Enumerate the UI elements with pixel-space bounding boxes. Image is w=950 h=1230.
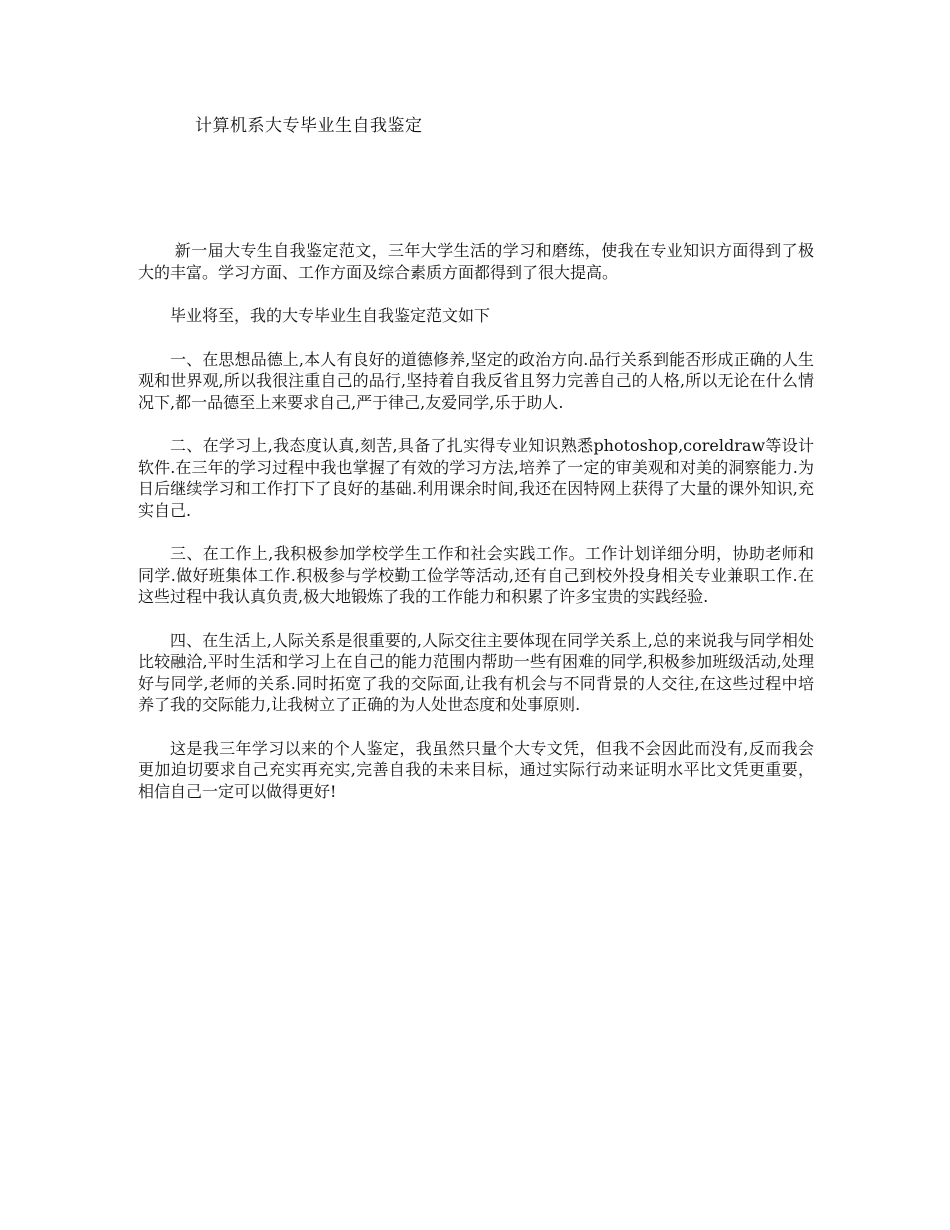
paragraph-study: 二、在学习上,我态度认真,刻苦,具备了扎实得专业知识熟悉photoshop,coreldraw等设计软件.在三年的学习过程中我也掌握了有效的学习方法,培养了一定的审美观和对美的洞察能力.为日后继续学习和工作打下了良好的基础.利用课余时间,我还在因特网上获得了大量的课外知识,充实自己. [138,436,814,520]
paragraph-morality: 一、在思想品德上,本人有良好的道德修养,坚定的政治方向.品行关系到能否形成正确的人生观和世界观,所以我很注重自己的品行,坚持着自我反省且努力完善自己的人格,所以无论在什么情况下,都一品德至上来要求自己,严于律己,友爱同学,乐于助人. [138,349,814,412]
paragraph-intro: 新一届大专生自我鉴定范文，三年大学生活的学习和磨练，使我在专业知识方面得到了极大的丰富。学习方面、工作方面及综合素质方面都得到了很大提高。 [138,241,814,282]
document-body [138,240,814,824]
paragraph-conclusion: 这是我三年学习以来的个人鉴定，我虽然只量个大专文凭，但我不会因此而没有,反而我会更加迫切要求自己充实再充实,完善自我的未来目标，通过实际行动来证明水平比文凭更重要，相信自己一定可以做得更好! [138,738,814,801]
document-title: 计算机系大专毕业生自我鉴定 [195,116,423,136]
paragraph-work: 三、在工作上,我积极参加学校学生工作和社会实践工作。工作计划详细分明，协助老师和同学.做好班集体工作.积极参与学校勤工俭学等活动,还有自己到校外投身相关专业兼职工作.在这些过程中我认真负责,极大地锻炼了我的工作能力和积累了许多宝贵的实践经验. [138,544,814,606]
paragraph-life: 四、在生活上,人际关系是很重要的,人际交往主要体现在同学关系上,总的来说我与同学相处比较融洽,平时生活和学习上在自己的能力范围内帮助一些有困难的同学,积极参加班级活动,处理好与同学,老师的关系.同时拓宽了我的交际面,让我有机会与不同背景的人交往,在这些过程中培养了我的交际能力,让我树立了正确的为人处世态度和处事原则. [138,630,814,714]
paragraph-lead-in: 毕业将至，我的大专毕业生自我鉴定范文如下 [170,306,491,325]
